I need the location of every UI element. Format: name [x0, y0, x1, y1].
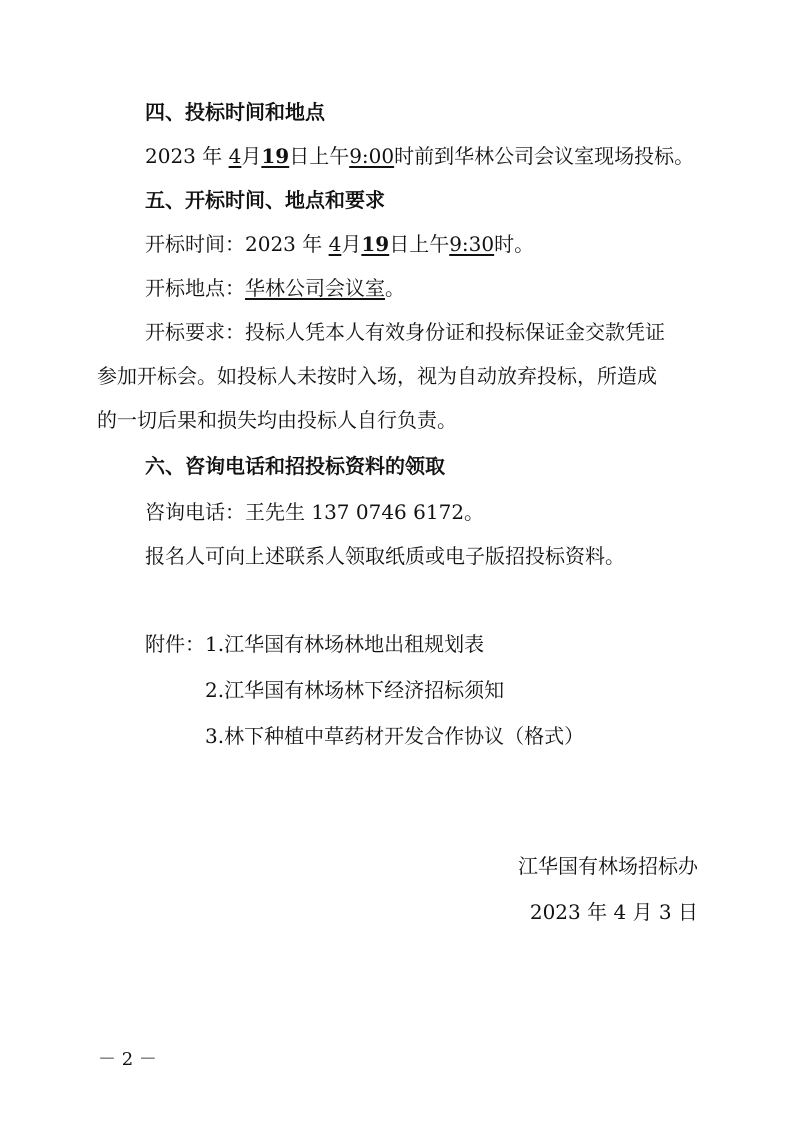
s4-time: 9:00 [349, 144, 395, 168]
attachments-label: 附件： [145, 632, 205, 656]
s4-day-char: 日上午 [289, 144, 350, 168]
s5-time-label: 开标时间： [145, 232, 245, 256]
s6-info: 报名人可向上述联系人领取纸质或电子版招投标资料。 [145, 544, 625, 568]
signature-date: 2023 年 4 月 3 日 [529, 900, 698, 924]
s5-time: 9:30 [449, 232, 495, 256]
attachment-item-1: 1.江华国有林场林地出租规划表 [205, 632, 485, 656]
attachment-item-3: 3.林下种植中草药材开发合作协议（格式） [205, 724, 585, 748]
s5-day: 19 [361, 232, 390, 256]
s5-year-char: 年 [302, 232, 323, 256]
s5-requirement-line-2: 参加开标会。如投标人未按时入场，视为自动放弃投标，所造成 [97, 364, 657, 388]
s5-requirement-line-1: 开标要求：投标人凭本人有效身份证和投标保证金交款凭证 [145, 320, 665, 344]
s5-requirement-line-3: 的一切后果和损失均由投标人自行负责。 [97, 408, 457, 432]
s5-year: 2023 [245, 232, 296, 256]
s4-year: 2023 [145, 144, 196, 168]
s5-day-char: 日上午 [389, 232, 450, 256]
s4-month-char: 月 [241, 144, 262, 168]
s5-place-end: 。 [385, 276, 405, 300]
section-5-place-line [145, 274, 405, 302]
attachments-row-1 [145, 630, 484, 658]
section-5-heading: 五、开标时间、地点和要求 [145, 188, 385, 212]
section-4-heading: 四、投标时间和地点 [145, 100, 325, 124]
s4-day: 19 [261, 144, 290, 168]
section-4-line [145, 142, 694, 170]
s5-month: 4 [328, 232, 342, 256]
attachment-item-2: 2.江华国有林场林下经济招标须知 [205, 678, 505, 702]
s5-place-label: 开标地点： [145, 276, 245, 300]
s5-time-end: 时。 [494, 232, 535, 256]
s5-month-char: 月 [341, 232, 362, 256]
s4-year-char: 年 [202, 144, 223, 168]
signature-org: 江华国有林场招标办 [518, 854, 698, 878]
s4-month: 4 [228, 144, 242, 168]
s6-phone: 咨询电话：王先生 137 0746 6172。 [145, 500, 485, 524]
section-5-time-line [145, 230, 534, 258]
s5-place: 华林公司会议室 [245, 276, 385, 300]
section-6-heading: 六、咨询电话和招投标资料的领取 [145, 454, 445, 478]
page-number: － 2 － [98, 1049, 157, 1070]
s4-rest: 时前到华林公司会议室现场投标。 [394, 144, 695, 168]
